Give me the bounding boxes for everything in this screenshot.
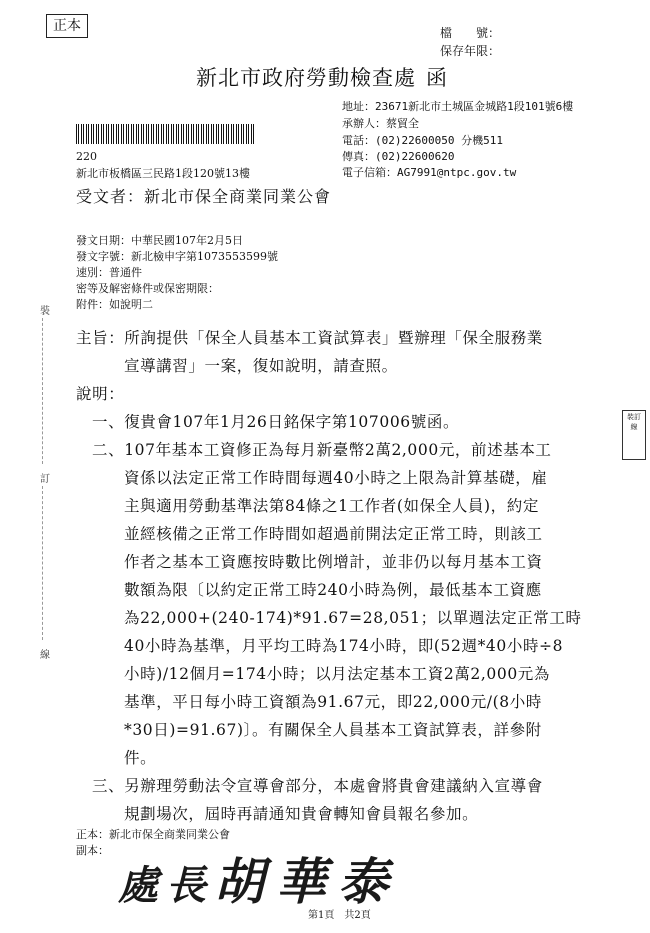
signature-title: 處長: [118, 862, 214, 909]
contact-email: 電子信箱：AG7991@ntpc.gov.tw: [342, 166, 517, 179]
attachment-note: 附件：如說明二: [76, 298, 153, 311]
item-3-line: 三、另辦理勞動法令宣導會部分，本處會將貴會建議納入宣導會: [92, 777, 543, 795]
item-2-line: 作者之基本工資應按時數比例增計，並非仍以每月基本工資: [124, 553, 543, 571]
document-title: [196, 62, 448, 92]
binding-mark-top: 裝: [40, 306, 50, 317]
secrecy-level: 密等及解密條件或保密期限：: [76, 282, 219, 295]
binding-mark-bottom: 線: [40, 650, 50, 661]
item-2-line: 件。: [124, 749, 157, 767]
retention-period-label: 保存年限：: [440, 44, 501, 58]
copy-recipient: 副本：: [76, 844, 109, 857]
contact-fax: 傳真：(02)22600620: [342, 150, 455, 163]
delivery-speed: 速別：普通件: [76, 266, 142, 279]
binding-dash-1: [42, 318, 44, 464]
item-3-line: 規劃場次，屆時再請通知貴會轉知會員報名參加。: [124, 805, 479, 823]
recipient-address: 新北市板橋區三民路1段120號13樓: [76, 167, 250, 180]
signature-block: [118, 842, 400, 914]
binding-mark-middle: 訂: [40, 474, 50, 485]
item-2-line: 資係以法定正常工作時間每週40小時之上限為計算基礎，雇: [124, 469, 548, 487]
original-recipient: 正本：新北市保全商業同業公會: [76, 828, 230, 841]
recipient-line: 受文者：新北市保全商業同業公會: [76, 187, 332, 206]
barcode: [76, 124, 256, 144]
contact-handler: 承辦人：蔡貿全: [342, 117, 419, 130]
subject-line-2: 宣導講習」一案，復如說明，請查照。: [124, 357, 398, 375]
binding-dash-2: [42, 486, 44, 640]
item-2-line: 為22,000+(240-174)*91.67=28,051；以單週法定正常工時: [124, 609, 582, 627]
contact-phone: 電話：(02)22600050 分機511: [342, 134, 503, 147]
page-number: 第1頁 共2頁: [308, 910, 371, 921]
issue-number: 發文字號：新北檢申字第1073553599號: [76, 250, 278, 263]
item-2-line: 數額為限〔以約定正常工時240小時為例，最低基本工資應: [124, 581, 542, 599]
item-2-line: 小時)/12個月=174小時；以月法定基本工資2萬2,000元為: [124, 665, 551, 683]
item-2-line: *30日)=91.67)〕。有關保全人員基本工資試算表，詳參附: [124, 721, 542, 739]
item-2-line: 基準，平日每小時工資額為91.67元，即22,000元/(8小時: [124, 693, 542, 711]
postal-code: 220: [76, 150, 97, 163]
explanation-label: 說明：: [76, 385, 125, 403]
item-2-line: 主與適用勞動基準法第84條之1工作者(如保全人員)，約定: [124, 497, 539, 515]
side-seal: 裝訂線: [622, 410, 646, 460]
item-2-line: 二、107年基本工資修正為每月新臺幣2萬2,000元，前述基本工: [92, 441, 552, 459]
document-type: 函: [426, 66, 448, 90]
item-1-line: 一、復貴會107年1月26日銘保字第107006號函。: [92, 413, 460, 431]
original-copy-stamp: 正本: [46, 14, 88, 38]
item-2-line: 並經核備之正常工作時間如超過前開法定正常工時，則該工: [124, 525, 543, 543]
contact-address: 地址：23671新北市土城區金城路1段101號6樓: [342, 100, 574, 113]
file-number-label: 檔 號：: [440, 26, 501, 40]
signature-name: 胡華泰: [214, 852, 400, 911]
issue-date: 發文日期：中華民國107年2月5日: [76, 234, 243, 247]
item-2-line: 40小時為基準，月平均工時為174小時，即(52週*40小時÷8: [124, 637, 564, 655]
agency-name: 新北市政府勞動檢查處: [196, 66, 416, 90]
subject-line-1: 主旨：所詢提供「保全人員基本工資試算表」暨辦理「保全服務業: [76, 329, 543, 347]
